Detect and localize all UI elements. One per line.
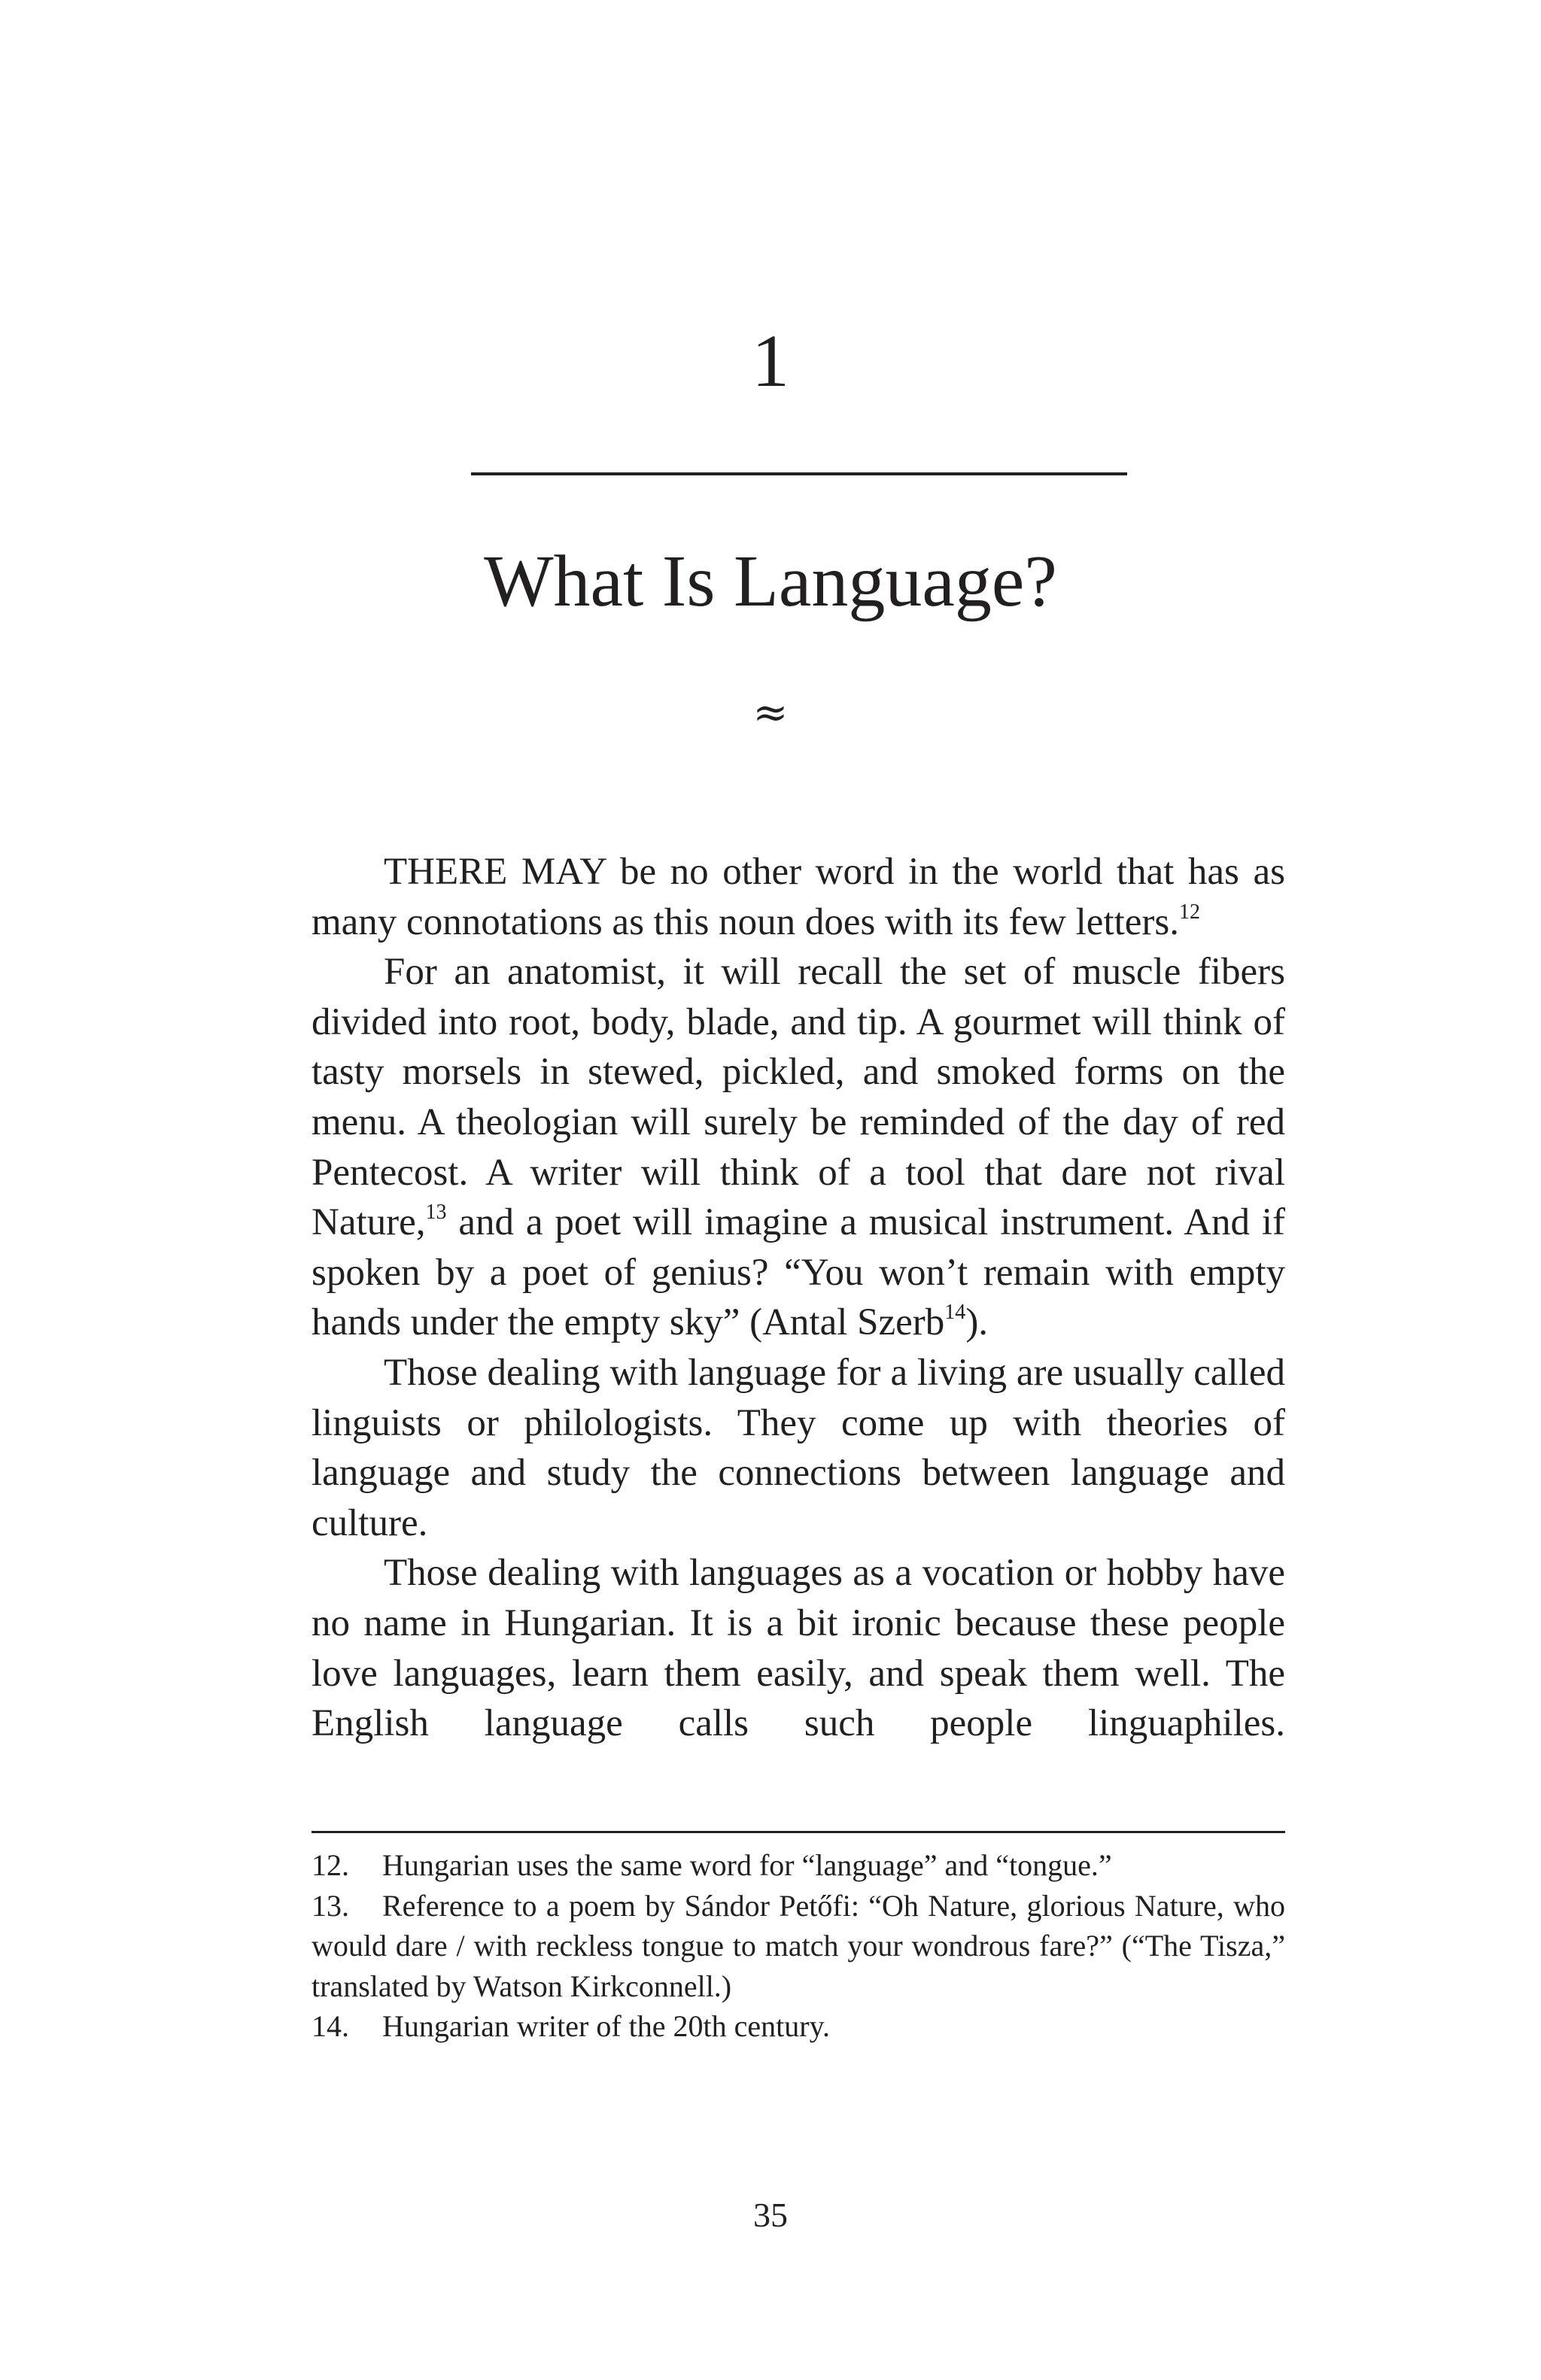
footnote-ref-12: 12: [1179, 900, 1201, 924]
footnote-ref-13: 13: [425, 1201, 447, 1225]
page-number: 35: [753, 2196, 788, 2234]
chapter-number: 1: [752, 319, 789, 402]
paragraph-2: For an anatomist, it will recall the set of muscle fibers divided into root, body, blade, and tip. A gourmet will think of tasty morsels in stewed, pickled, and smoked forms on the menu. A theologian will surely be reminded of the day of red Pentecost. A writer will think of a tool that dare not rival Nature,$^{13}$ and a poet will imagine a musical instrument. And if spoken by a poet of genius? “You won’t remain with empty hands under the empty sky” (Antal Szerb$^{14}$).: [312, 951, 1285, 1344]
paragraph-4: Those dealing with languages as a vocation or hobby have no name in Hungarian. It is a bit ironic because these people love languages, learn them easily, and speak them well. The English language calls such people linguaphiles.: [312, 1552, 1285, 1745]
footnote-ref-14: 14: [944, 1301, 966, 1325]
paragraph-3: Those dealing with language for a living are usually called linguists or philologists. They come up with theories of language and study the connections between language and culture.: [312, 1351, 1285, 1544]
chapter-title: What Is Language?: [484, 541, 1057, 622]
body-text: [312, 847, 1285, 1749]
ornament-icon: ≈: [752, 688, 789, 737]
footnotes: [312, 1845, 1285, 2047]
paragraph-1: THERE MAY be no other word in the world that has as many connotations as this noun does with its few letters.$^{12}$: [312, 851, 1285, 943]
footnote-14: 14. Hungarian writer of the 20th century.: [312, 2009, 830, 2043]
footnote-12: 12. Hungarian uses the same word for “language” and “tongue.”: [312, 1848, 1112, 1882]
footnote-13: 13. Reference to a poem by Sándor Petőfi: “Oh Nature, glorious Nature, who would dare / with reckless tongue to match your wondrous fare?” (“The Tisza,” translated by Watson Kirkconnell.): [312, 1888, 1285, 2003]
footnote-rule: [312, 1831, 1285, 1833]
title-rule: [471, 472, 1127, 475]
